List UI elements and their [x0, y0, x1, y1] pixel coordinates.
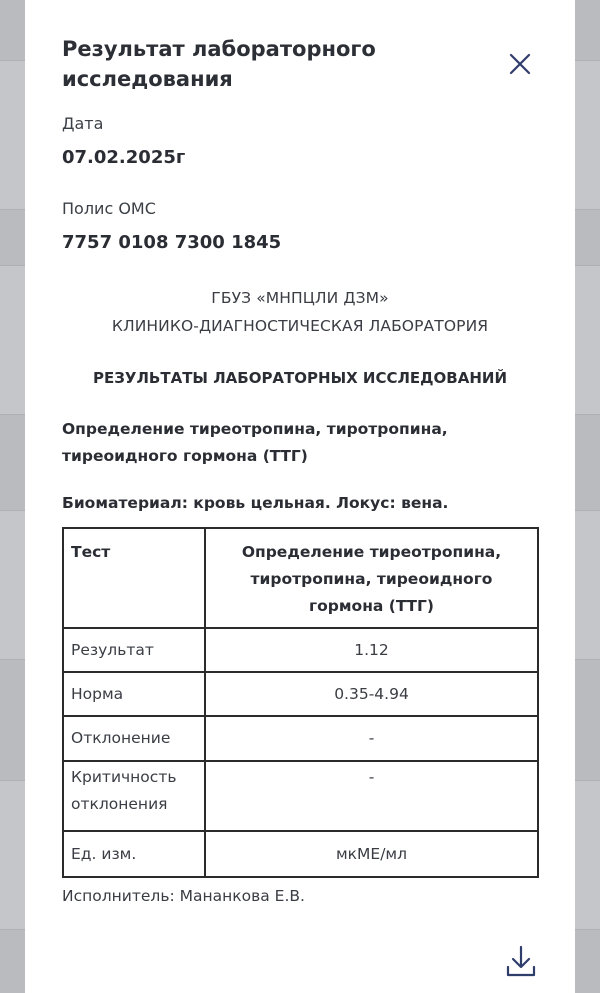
- test-name: Определение тиреотропина, тиротропина, тиреоидного гормона (ТТГ): [62, 420, 448, 465]
- modal-title: Результат лабораторного исследования: [62, 37, 376, 91]
- table-row: [63, 672, 538, 716]
- date-value: 07.02.2025г: [62, 147, 186, 168]
- executor-info: Исполнитель: Мананкова Е.В.: [62, 887, 305, 905]
- policy-label: Полис ОМС: [62, 199, 156, 218]
- row-label: Ед. изм.: [63, 831, 205, 877]
- lab-result-modal: [25, 0, 575, 993]
- download-button[interactable]: [505, 944, 537, 978]
- table-row: [63, 831, 538, 877]
- row-label: Критичность отклонения: [63, 761, 205, 831]
- table-header-cell: Тест: [63, 528, 205, 628]
- section-title: РЕЗУЛЬТАТЫ ЛАБОРАТОРНЫХ ИССЛЕДОВАНИЙ: [93, 369, 507, 387]
- close-button[interactable]: [506, 50, 534, 78]
- results-table: [62, 527, 539, 878]
- policy-value: 7757 0108 7300 1845: [62, 232, 282, 253]
- row-label: Отклонение: [63, 716, 205, 761]
- table-row: [63, 628, 538, 672]
- row-value: -: [205, 761, 538, 831]
- row-value: мкМЕ/мл: [205, 831, 538, 877]
- table-header-row: [63, 528, 538, 628]
- biomaterial-info: Биоматериал: кровь цельная. Локус: вена.: [62, 494, 449, 512]
- row-value: 1.12: [205, 628, 538, 672]
- lab-name: КЛИНИКО-ДИАГНОСТИЧЕСКАЯ ЛАБОРАТОРИЯ: [111, 317, 489, 335]
- row-label: Норма: [63, 672, 205, 716]
- close-icon: [506, 50, 534, 78]
- table-header-cell: Определение тиреотропина, тиротропина, тиреоидного гормона (ТТГ): [205, 528, 538, 628]
- org-name: ГБУЗ «МНПЦЛИ ДЗМ»: [211, 289, 389, 307]
- row-value: 0.35-4.94: [205, 672, 538, 716]
- row-value: -: [205, 716, 538, 761]
- table-row: [63, 761, 538, 831]
- date-label: Дата: [62, 114, 104, 133]
- download-icon: [505, 944, 537, 978]
- table-row: [63, 716, 538, 761]
- row-label: Результат: [63, 628, 205, 672]
